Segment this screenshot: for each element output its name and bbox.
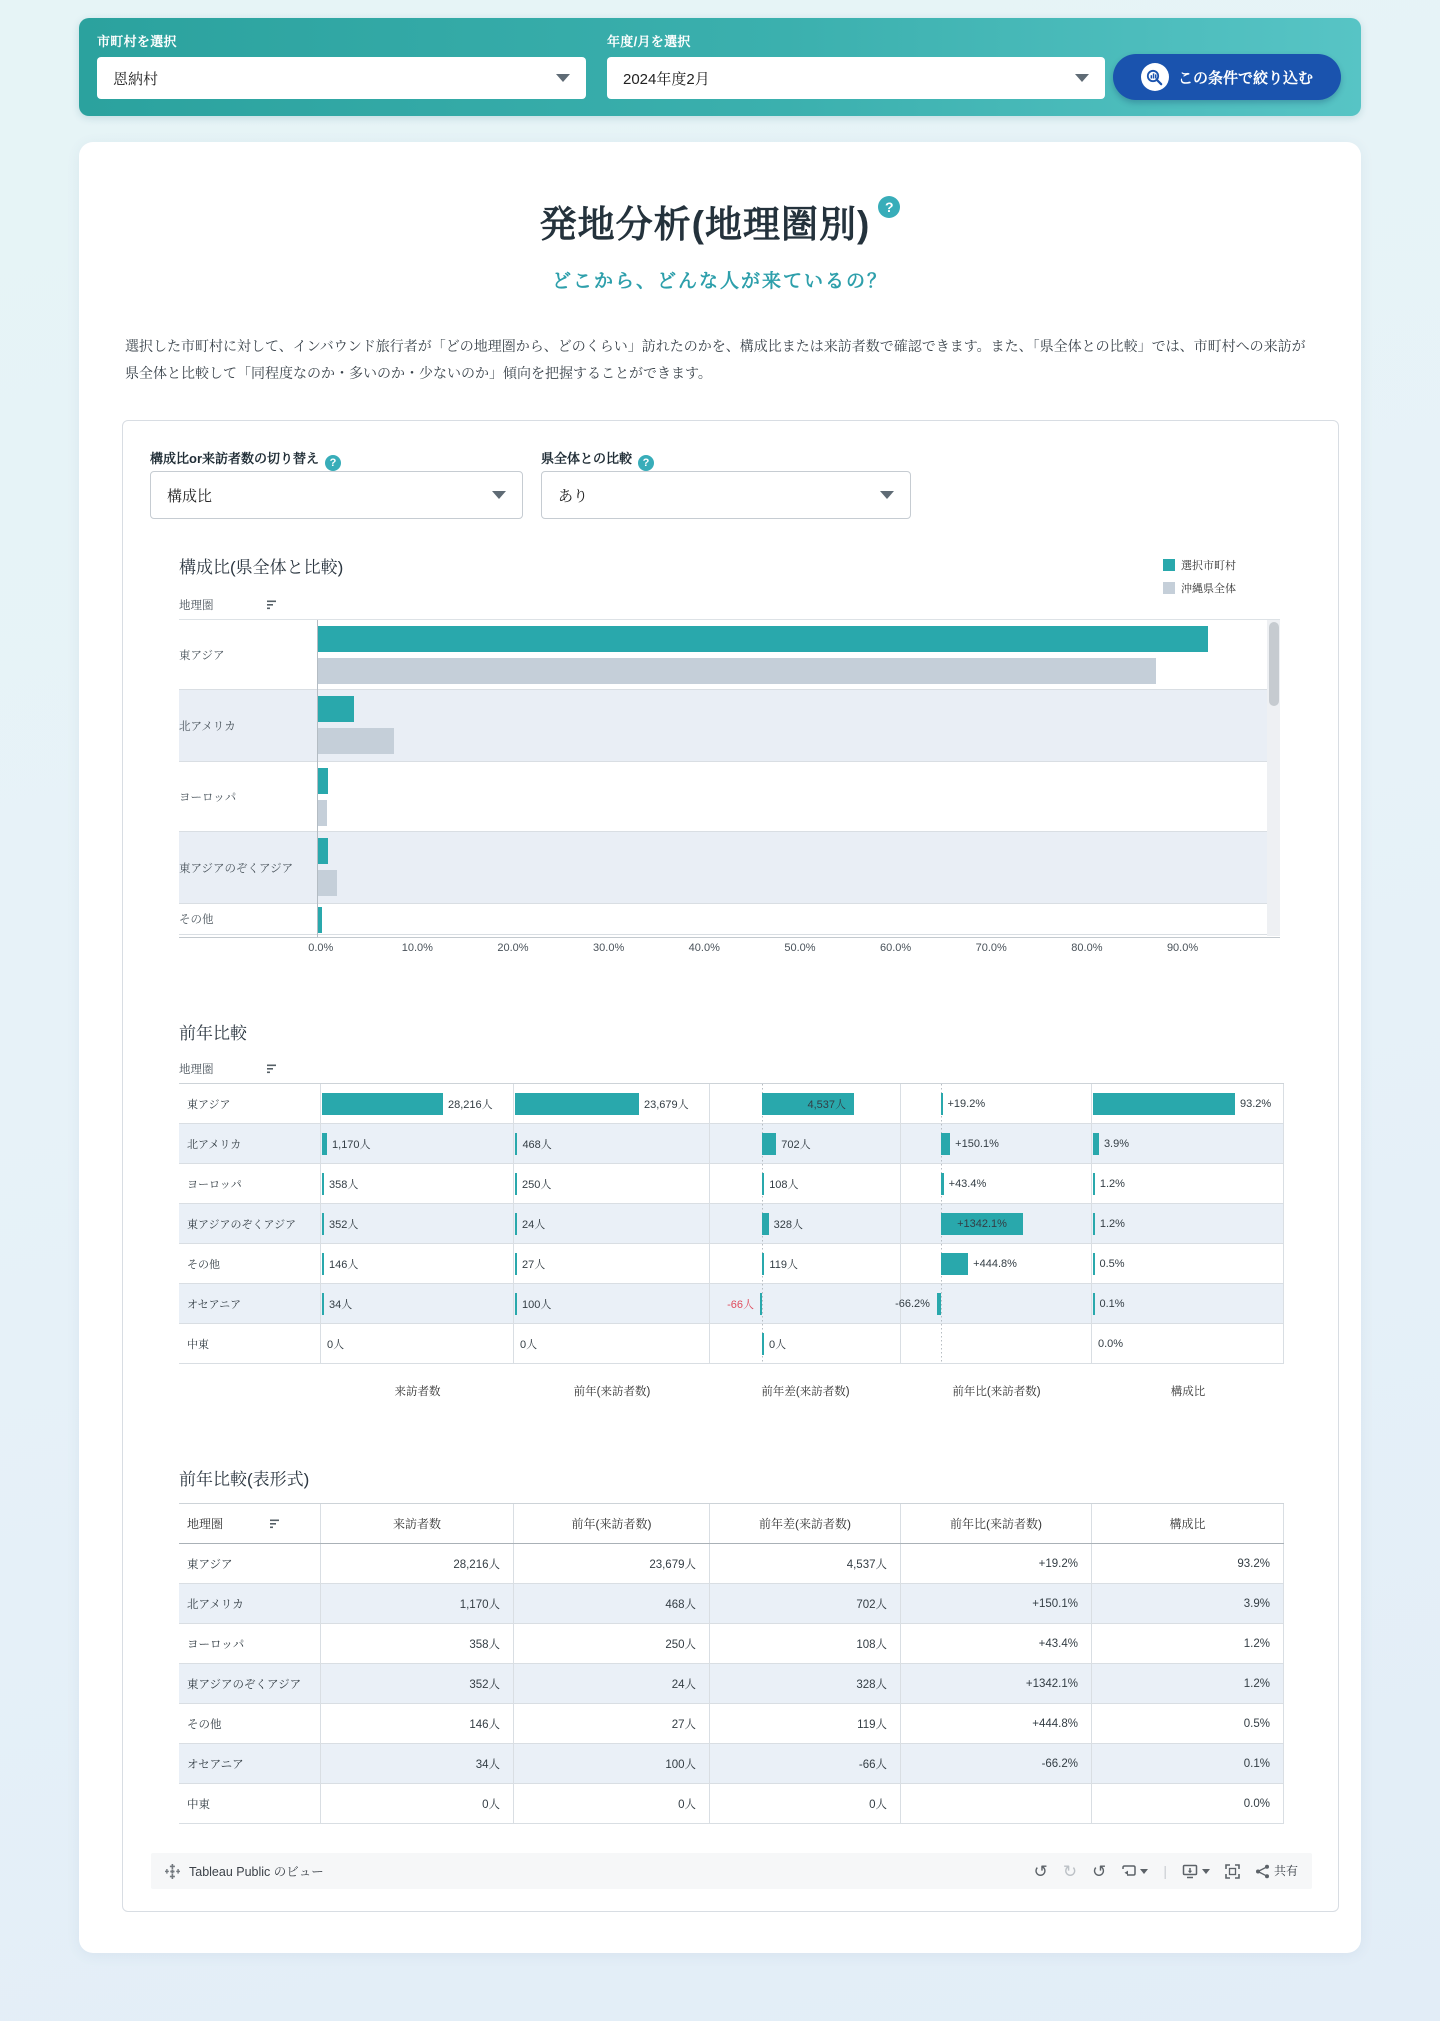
cell-value: 108人 [710, 1624, 901, 1663]
chart-row [179, 904, 1280, 935]
cell-value: +150.1% [901, 1584, 1092, 1623]
cell-value: +444.8% [901, 1704, 1092, 1743]
cell [321, 1124, 514, 1163]
column-footer-label: 来訪者数 [394, 1386, 441, 1398]
cell-value [901, 1784, 1092, 1823]
bar [322, 1213, 324, 1235]
cell-value: 468人 [514, 1584, 710, 1623]
mode-value: 構成比 [167, 487, 213, 505]
reset-icon[interactable]: ↺ [1092, 1861, 1107, 1881]
cell [1092, 1084, 1284, 1123]
bar [937, 1293, 941, 1315]
help-icon[interactable]: ? [638, 455, 654, 471]
cell-value: 0人 [514, 1784, 710, 1823]
tableau-toolbar [151, 1853, 1312, 1889]
cell [1092, 1164, 1284, 1203]
cell [901, 1204, 1092, 1243]
bar-value: 0人 [327, 1338, 345, 1351]
page-title-row [79, 194, 1361, 248]
yoy-column-header: 地理圏 [179, 1061, 278, 1077]
composition-column-header: 地理圏 [179, 597, 278, 613]
bar-value: 0人 [769, 1338, 787, 1351]
bar-value: 146人 [329, 1258, 359, 1271]
bar-value: 358人 [329, 1178, 359, 1191]
column-footer-label: 前年差(来訪者数) [761, 1386, 850, 1398]
cell-value: 100人 [514, 1744, 710, 1783]
bar-value: 1,170人 [332, 1138, 371, 1151]
column-footer-label: 前年(来訪者数) [573, 1386, 651, 1398]
bar-selected [317, 768, 328, 794]
bar [515, 1213, 517, 1235]
cell [514, 1284, 710, 1323]
bar [322, 1133, 327, 1155]
cell [514, 1324, 710, 1363]
bar-value: 468人 [522, 1138, 552, 1151]
cell [321, 1084, 514, 1123]
municipality-label: 市町村を選択 [97, 34, 177, 49]
cell [1092, 1244, 1284, 1283]
cell [901, 1084, 1092, 1123]
bar-prefecture [317, 658, 1156, 684]
table-row [179, 1584, 1284, 1624]
yoy-bar-table [179, 1083, 1284, 1364]
bar-prefecture [317, 800, 327, 826]
row-label: その他 [187, 1258, 220, 1271]
period-label: 年度/月を選択 [607, 34, 691, 49]
cell-region: 東アジア [179, 1544, 321, 1583]
bar-value: 27人 [522, 1258, 546, 1271]
cell [710, 1124, 901, 1163]
row-label: その他 [179, 914, 214, 926]
x-tick-label: 10.0% [401, 942, 433, 954]
cell-value: 34人 [321, 1744, 514, 1783]
cell [514, 1204, 710, 1243]
filter-bar [79, 18, 1361, 116]
search-chart-icon [1141, 63, 1169, 91]
tableau-brand-text: Tableau Public のビュー [189, 1865, 324, 1879]
bar [941, 1253, 968, 1275]
bar-value: 4,537人 [807, 1098, 846, 1111]
cell-value: 93.2% [1092, 1544, 1284, 1583]
chart-row [179, 690, 1280, 762]
bar-value: 0.1% [1099, 1297, 1125, 1310]
bar-value: +1342.1% [957, 1217, 1007, 1230]
bar-selected [317, 838, 328, 864]
cell [179, 1124, 321, 1163]
cell-value: 702人 [710, 1584, 901, 1623]
legend-label: 選択市町村 [1181, 560, 1236, 572]
bar-value: 23,679人 [644, 1098, 689, 1111]
bar [515, 1253, 517, 1275]
row-label: 東アジアのぞくアジア [179, 862, 294, 875]
legend-swatch-selected [1163, 559, 1175, 571]
x-tick-label: 50.0% [784, 942, 816, 954]
cell [1092, 1284, 1284, 1323]
header-cell[interactable]: 前年(来訪者数) [514, 1504, 710, 1543]
cell-value: 0.1% [1092, 1744, 1284, 1783]
chart-row [179, 620, 1280, 690]
sort-icon[interactable] [266, 1063, 278, 1075]
cell-value: 27人 [514, 1704, 710, 1743]
device-layout-icon[interactable] [1182, 1864, 1210, 1879]
refresh-icon[interactable] [1121, 1864, 1148, 1878]
x-tick-label: 40.0% [688, 942, 720, 954]
compare-label: 県全体との比較 ? [541, 448, 654, 471]
cell [321, 1244, 514, 1283]
cell-value: +43.4% [901, 1624, 1092, 1663]
row-label: 東アジアのぞくアジア [187, 1218, 297, 1231]
cell-value: 119人 [710, 1704, 901, 1743]
bar-value: 24人 [522, 1218, 546, 1231]
page-title: 発地分析(地理圏別) [539, 204, 871, 245]
cell [179, 1324, 321, 1363]
cell-value: -66人 [710, 1744, 901, 1783]
cell [901, 1164, 1092, 1203]
table-row [179, 1664, 1284, 1704]
bar [1093, 1133, 1099, 1155]
bar-selected [317, 626, 1208, 652]
composition-bar-chart [179, 619, 1280, 938]
header-cell-region[interactable]: 地理圏 [179, 1504, 321, 1543]
chevron-down-icon [880, 491, 894, 499]
table-header-row [179, 1504, 1284, 1544]
bar-value: 93.2% [1240, 1097, 1272, 1110]
bar [941, 1133, 950, 1155]
bar [515, 1173, 517, 1195]
cell [514, 1084, 710, 1123]
chart-row [179, 832, 1280, 904]
legend-label: 沖縄県全体 [1181, 583, 1236, 595]
page-description: 選択した市町村に対して、インバウンド旅行者が「どの地理圏から、どのくらい」訪れたのかを、構成比または来訪者数で確認できます。また、「県全体との比較」では、市町村への来訪が県全体と比較して「同程度なのか・多いのか・少ないのか」傾向を把握することができます。 [125, 338, 1306, 382]
bar [941, 1093, 943, 1115]
cell [710, 1204, 901, 1243]
x-axis [179, 942, 1280, 960]
bar-value: 3.9% [1103, 1137, 1130, 1150]
cell-region: 東アジアのぞくアジア [179, 1664, 321, 1703]
bar [762, 1333, 764, 1355]
mode-label: 構成比or来訪者数の切り替え ? [150, 448, 341, 471]
header-cell[interactable]: 構成比 [1092, 1504, 1284, 1543]
cell [901, 1324, 1092, 1363]
bar [322, 1093, 443, 1115]
cell [179, 1084, 321, 1123]
cell-value: 1.2% [1092, 1624, 1284, 1663]
column-footer-label: 前年比(来訪者数) [952, 1386, 1041, 1398]
cell [710, 1164, 901, 1203]
table-row [179, 1204, 1284, 1244]
yoy-column-footer [179, 1383, 1284, 1407]
cell [895, 1284, 1092, 1323]
cell [1092, 1124, 1284, 1163]
table-row [179, 1244, 1284, 1284]
table-row [179, 1704, 1284, 1744]
axis-line [317, 620, 318, 937]
cell-value: 1,170人 [321, 1584, 514, 1623]
table-title: 前年比較(表形式) [179, 1470, 310, 1489]
cell [321, 1164, 514, 1203]
cell [1092, 1204, 1284, 1243]
yoy-data-table [179, 1503, 1284, 1824]
x-tick-label: 90.0% [1166, 942, 1199, 954]
row-label: 東アジア [179, 649, 225, 662]
bar-value: 1.2% [1099, 1177, 1125, 1190]
cell-value: 24人 [514, 1664, 710, 1703]
zero-line [762, 1284, 763, 1323]
cell [179, 1244, 321, 1283]
bar-value: -66.2% [895, 1297, 930, 1310]
row-label: ヨーロッパ [187, 1178, 242, 1191]
x-tick-label: 20.0% [497, 942, 529, 954]
zero-line [941, 1324, 942, 1363]
main-card [79, 142, 1361, 1953]
chevron-down-icon [1140, 1869, 1148, 1874]
chevron-down-icon [492, 491, 506, 499]
bar [515, 1133, 517, 1155]
help-icon[interactable]: ? [325, 455, 341, 471]
cell-value: 328人 [710, 1664, 901, 1703]
bar-value: 100人 [522, 1298, 552, 1311]
cell [321, 1324, 514, 1363]
bar [762, 1253, 764, 1275]
dashboard-panel [122, 420, 1339, 1912]
sort-icon[interactable] [266, 599, 278, 611]
share-icon[interactable] [1255, 1864, 1298, 1879]
bar-value: 702人 [781, 1138, 811, 1151]
composition-chart-title: 構成比(県全体と比較) [179, 558, 344, 577]
bar-value: 1.2% [1099, 1217, 1125, 1230]
sort-icon[interactable] [269, 1518, 281, 1530]
bar-value: 352人 [329, 1218, 359, 1231]
cell-value: 0.5% [1092, 1704, 1284, 1743]
compare-value: あり [558, 487, 589, 505]
cell [179, 1204, 321, 1243]
compare-select[interactable] [541, 471, 911, 519]
municipality-value: 恩納村 [113, 70, 159, 88]
bar [762, 1173, 764, 1195]
legend-swatch-prefecture [1163, 582, 1175, 594]
column-footer-label: 構成比 [1170, 1386, 1206, 1398]
bar-value: 0.0% [1098, 1337, 1124, 1350]
bar [515, 1093, 639, 1115]
cell [179, 1164, 321, 1203]
cell-value: 250人 [514, 1624, 710, 1663]
bar-value: 108人 [769, 1178, 799, 1191]
bar-prefecture [317, 870, 337, 896]
bar-value: 0人 [520, 1338, 538, 1351]
cell-region: 北アメリカ [179, 1584, 321, 1623]
bar [322, 1253, 324, 1275]
bar-value: 250人 [522, 1178, 552, 1191]
cell [179, 1284, 321, 1323]
bar-value: +19.2% [947, 1097, 986, 1110]
help-icon[interactable]: ? [878, 196, 900, 218]
cell-value: 3.9% [1092, 1584, 1284, 1623]
cell-value: 358人 [321, 1624, 514, 1663]
bar [1093, 1293, 1095, 1315]
cell-value: -66.2% [901, 1744, 1092, 1783]
header-cell[interactable]: 来訪者数 [321, 1504, 514, 1543]
filter-submit-label: この条件で絞り込む [1177, 69, 1313, 87]
cell [710, 1244, 901, 1283]
bar-value: 28,216人 [448, 1098, 493, 1111]
bar [1093, 1253, 1095, 1275]
x-tick-label: 0.0% [308, 942, 334, 954]
vertical-scrollbar[interactable] [1267, 620, 1280, 936]
cell-region: 中東 [179, 1784, 321, 1823]
bar [322, 1293, 324, 1315]
redo-icon[interactable]: ↻ [1062, 1861, 1078, 1881]
period-value: 2024年度2月 [623, 70, 710, 88]
row-label: 北アメリカ [179, 720, 236, 733]
x-tick-label: 60.0% [879, 942, 912, 954]
yoy-chart-title: 前年比較 [179, 1024, 247, 1043]
bar [762, 1133, 776, 1155]
scrollbar-thumb[interactable] [1269, 622, 1279, 706]
period-select[interactable] [607, 57, 1105, 99]
row-label: 中東 [187, 1338, 209, 1351]
cell-region: ヨーロッパ [179, 1624, 321, 1663]
bar-prefecture [317, 728, 394, 754]
table-row [179, 1624, 1284, 1664]
bar-value: +43.4% [948, 1177, 987, 1190]
bar-value: +150.1% [955, 1137, 999, 1150]
cell [514, 1124, 710, 1163]
table-row [179, 1084, 1284, 1124]
cell [514, 1244, 710, 1283]
cell-value: 1.2% [1092, 1664, 1284, 1703]
table-row [179, 1164, 1284, 1204]
toolbar-separator: | [1163, 1863, 1167, 1879]
cell [710, 1324, 901, 1363]
cell-value: 352人 [321, 1664, 514, 1703]
bar-value: +444.8% [973, 1257, 1017, 1270]
legend [1163, 557, 1236, 603]
table-row [179, 1544, 1284, 1584]
header-cell[interactable]: 前年差(来訪者数) [710, 1504, 901, 1543]
bar [322, 1173, 324, 1195]
table-row [179, 1124, 1284, 1164]
row-label: 北アメリカ [187, 1138, 242, 1151]
bar [1093, 1093, 1235, 1115]
row-label: オセアニア [187, 1298, 242, 1311]
cell-value: 4,537人 [710, 1544, 901, 1583]
cell [321, 1284, 514, 1323]
bar-value: 119人 [769, 1258, 798, 1271]
bar-value-negative: -66人 [727, 1298, 754, 1311]
zero-line [941, 1284, 942, 1323]
fullscreen-icon[interactable] [1225, 1864, 1240, 1879]
table-row [179, 1284, 1284, 1324]
tableau-logo-icon [165, 1864, 180, 1879]
x-tick-label: 30.0% [593, 942, 625, 954]
cell-value: 146人 [321, 1704, 514, 1743]
bar [762, 1213, 769, 1235]
cell [710, 1284, 901, 1323]
row-label: 東アジア [187, 1098, 231, 1111]
x-tick-label: 80.0% [1071, 942, 1103, 954]
cell [321, 1204, 514, 1243]
x-tick-label: 70.0% [975, 942, 1007, 954]
bar [1093, 1213, 1095, 1235]
table-row [179, 1324, 1284, 1364]
toolbar-icons [1034, 1863, 1298, 1880]
cell-region: その他 [179, 1704, 321, 1743]
municipality-select[interactable] [97, 57, 586, 99]
cell-value: 23,679人 [514, 1544, 710, 1583]
bar-value: 0.5% [1099, 1257, 1125, 1270]
cell-value: 0.0% [1092, 1784, 1284, 1823]
chevron-down-icon [1075, 74, 1089, 82]
bar [1093, 1173, 1095, 1195]
cell [901, 1124, 1092, 1163]
header-cell[interactable]: 前年比(来訪者数) [901, 1504, 1092, 1543]
cell-value: 28,216人 [321, 1544, 514, 1583]
table-row [179, 1744, 1284, 1784]
bar [515, 1293, 517, 1315]
chevron-down-icon [1202, 1869, 1210, 1874]
cell-value: 0人 [321, 1784, 514, 1823]
cell [514, 1164, 710, 1203]
bar-value: 34人 [329, 1298, 353, 1311]
page-subtitle: どこから、どんな人が来ているの？ [551, 271, 888, 292]
cell-value: 0人 [710, 1784, 901, 1823]
mode-select[interactable] [150, 471, 523, 519]
filter-submit-button[interactable] [1113, 54, 1341, 100]
chart-row [179, 762, 1280, 832]
cell [901, 1244, 1092, 1283]
cell-value: +19.2% [901, 1544, 1092, 1583]
bar-selected [317, 696, 354, 722]
bar-value: 328人 [773, 1218, 803, 1231]
table-row [179, 1784, 1284, 1824]
cell [710, 1084, 901, 1123]
cell-region: オセアニア [179, 1744, 321, 1783]
bar [941, 1173, 944, 1195]
cell [1092, 1324, 1284, 1363]
bar [760, 1293, 762, 1315]
undo-icon[interactable]: ↺ [1033, 1861, 1048, 1881]
row-label: ヨーロッパ [179, 791, 237, 804]
share-label: 共有 [1273, 1864, 1298, 1878]
cell-value: +1342.1% [901, 1664, 1092, 1703]
chevron-down-icon [556, 74, 570, 82]
